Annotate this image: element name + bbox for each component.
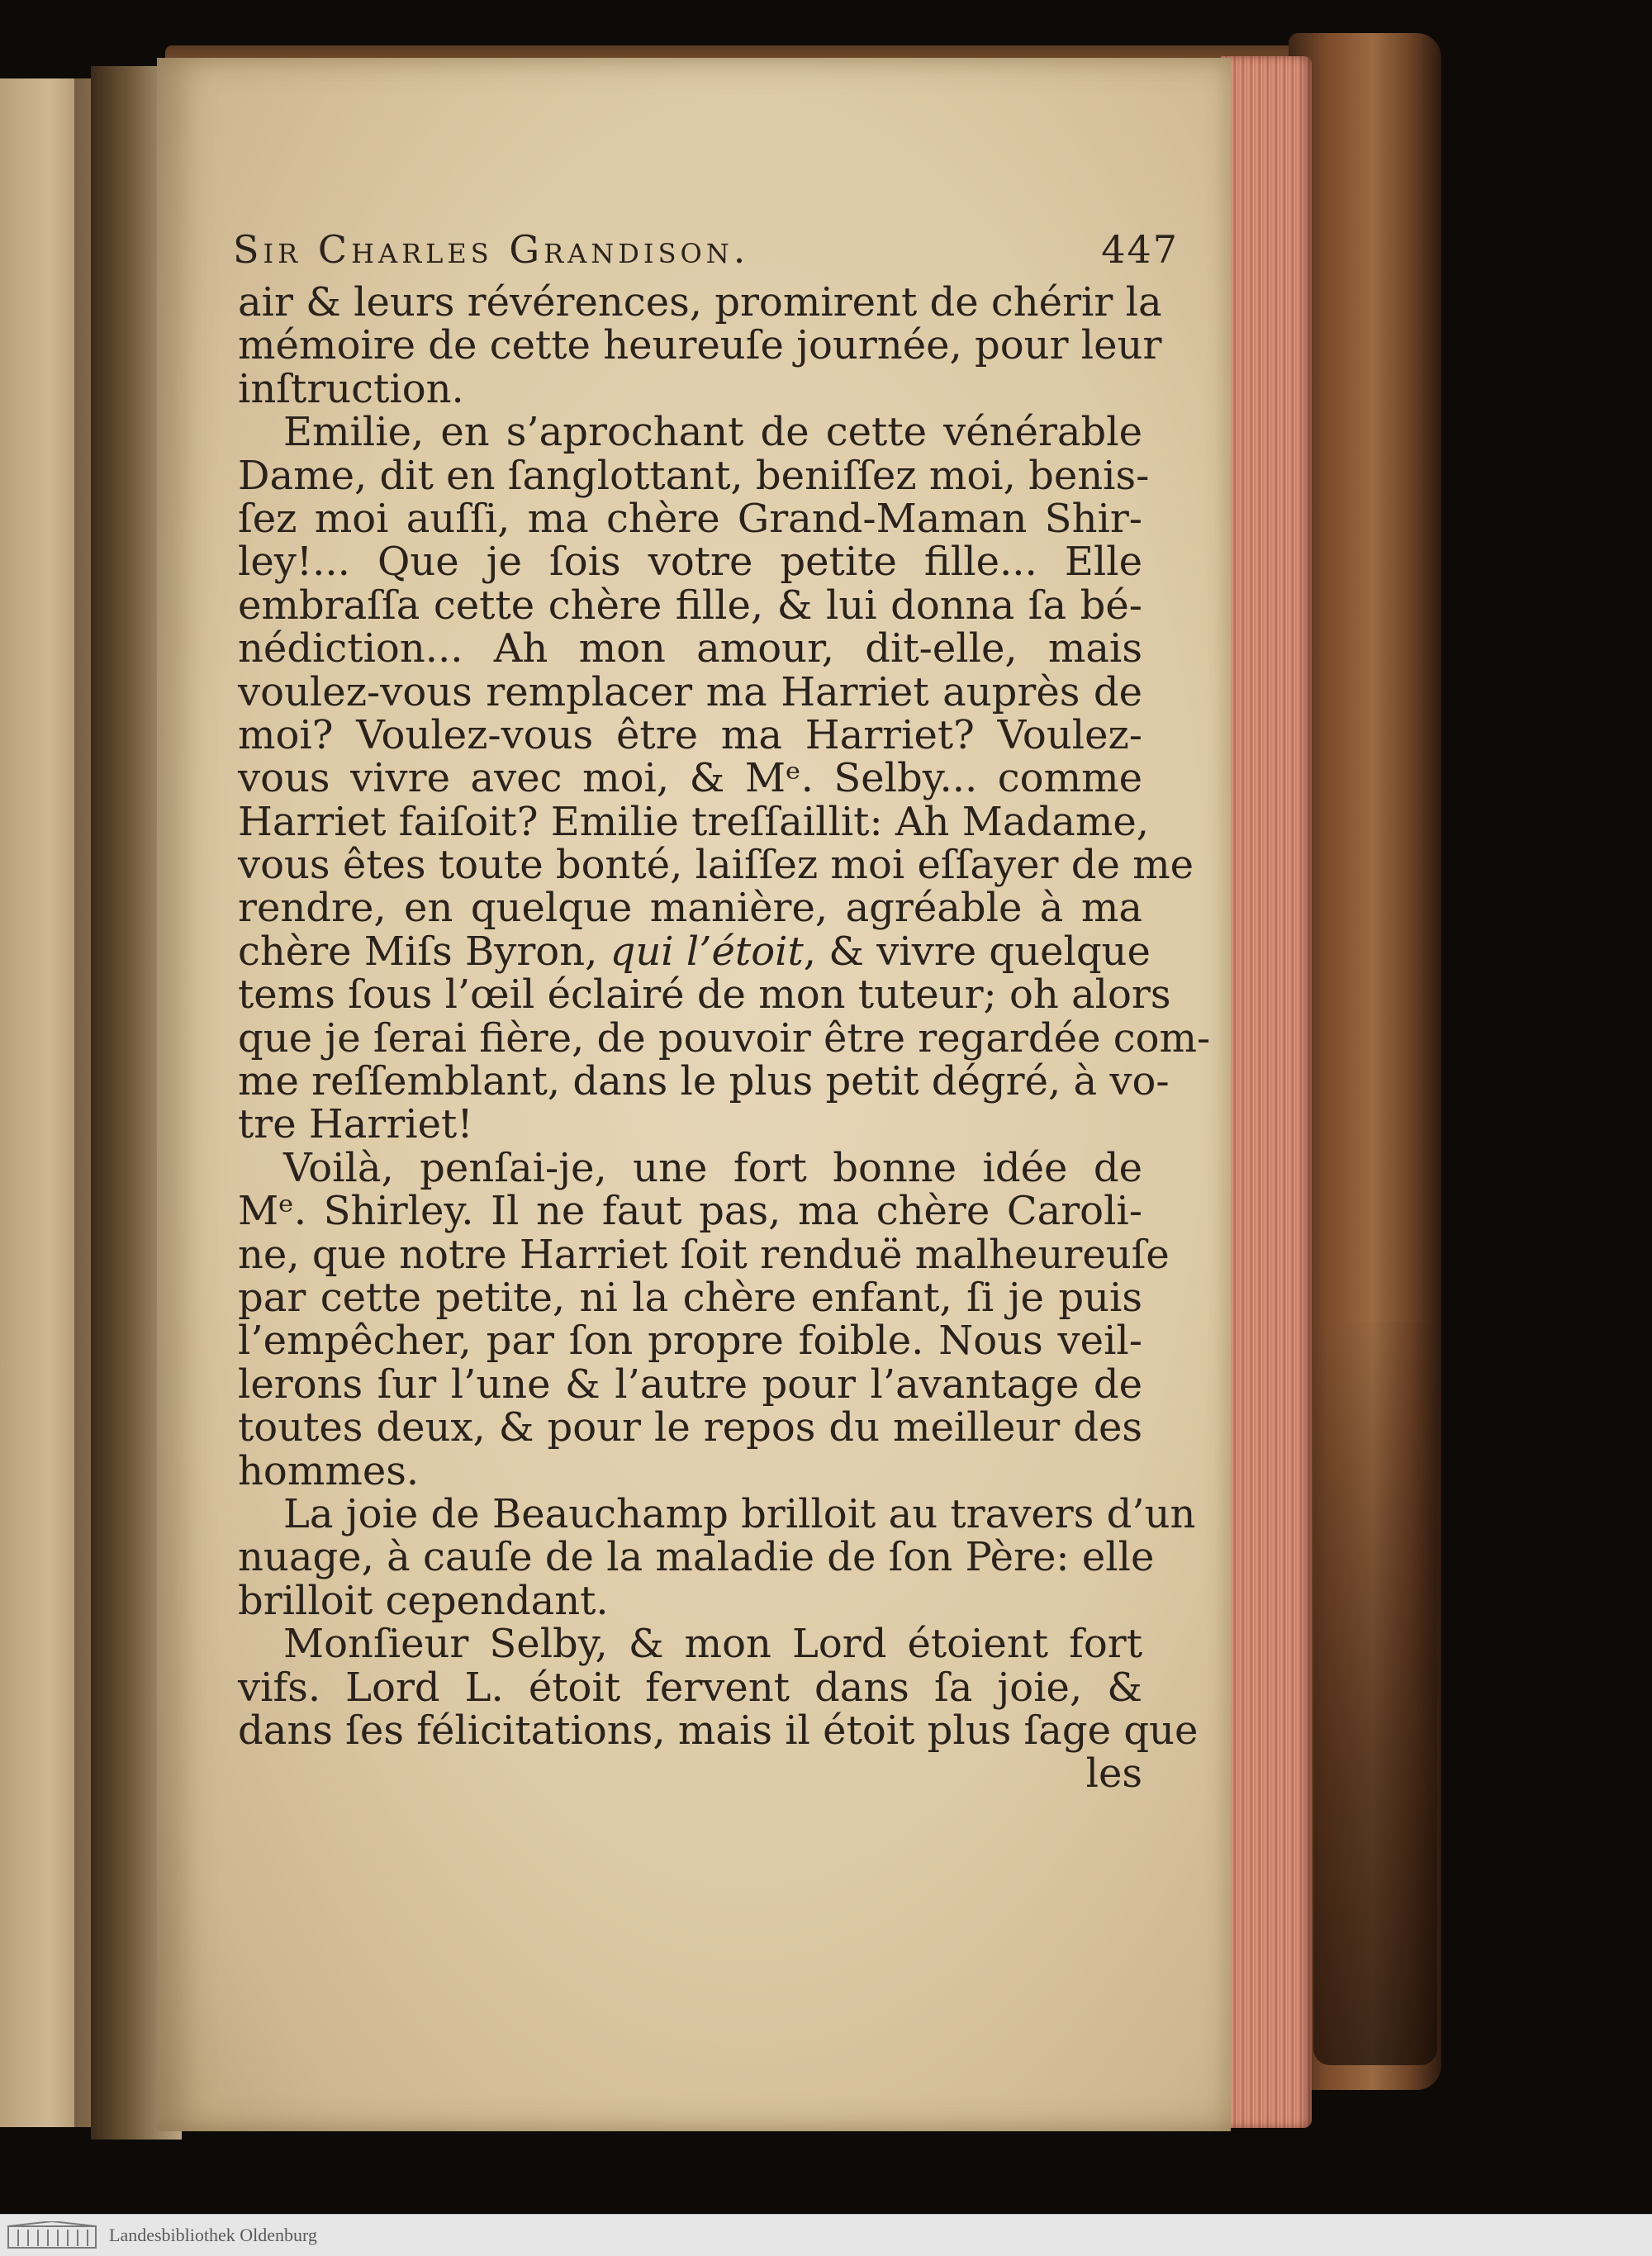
text-line: Mᵉ. Shirley. Il ne faut pas, ma chère Caroli- bbox=[238, 1188, 1142, 1235]
paragraph-first-line: La joie de Beauchamp brilloit au travers d’un bbox=[283, 1490, 1196, 1537]
text-line: embraſſa cette chère fille, & lui donna ſa bé- bbox=[238, 582, 1142, 629]
text-line: vous vivre avec moi, & Mᵉ. Selby... comme bbox=[238, 755, 1142, 802]
text-line: ley!... Que je ſois votre petite fille... Elle bbox=[238, 539, 1142, 586]
text-line: tre Harriet! bbox=[238, 1101, 473, 1148]
text-segment: chère Miſs Byron, bbox=[238, 928, 610, 975]
paragraph-first-line: Monſieur Selby, & mon Lord étoient fort bbox=[283, 1621, 1142, 1668]
text-line: dans ſes félicitations, mais il étoit plus ſage que bbox=[238, 1707, 1199, 1754]
text-line: brilloit cependant. bbox=[238, 1577, 609, 1624]
text-line: nuage, à cauſe de la maladie de ſon Père: elle bbox=[238, 1534, 1155, 1581]
text-line: Harriet faiſoit? Emilie treſſaillit: Ah Madame, bbox=[238, 798, 1150, 845]
text-line: par cette petite, ni la chère enfant, ſi je puis bbox=[238, 1274, 1142, 1321]
text-line: me reſſemblant, dans le plus petit dégré, à vo- bbox=[238, 1058, 1170, 1105]
text-line-with-italic bbox=[238, 928, 1151, 975]
library-building-icon bbox=[7, 2221, 97, 2249]
text-line: ne, que notre Harriet ſoit renduë malheureuſe bbox=[238, 1231, 1170, 1278]
text-line: vifs. Lord L. étoit fervent dans ſa joie, & bbox=[238, 1664, 1142, 1711]
verso-page-edge bbox=[0, 78, 93, 2127]
library-name: Landesbibliothek Oldenburg bbox=[109, 2225, 317, 2245]
body-text bbox=[238, 279, 1211, 1798]
text-line: l’empêcher, par ſon propre foible. Nous veil- bbox=[238, 1318, 1142, 1365]
text-line: nédiction... Ah mon amour, dit-elle, mais bbox=[238, 625, 1142, 672]
text-line: Dame, dit en ſanglottant, beniſſez moi, benis- bbox=[238, 452, 1150, 499]
text-line: moi? Voulez-vous être ma Harriet? Voulez- bbox=[238, 711, 1142, 758]
text-line: voulez-vous remplacer ma Harriet auprès de bbox=[238, 668, 1142, 715]
running-head bbox=[233, 227, 1179, 285]
italic-phrase: qui l’étoit bbox=[610, 928, 804, 975]
text-line: que je ſerai fière, de pouvoir être regardée com- bbox=[238, 1014, 1211, 1062]
text-segment: , & vivre quelque bbox=[803, 928, 1151, 975]
text-line: air & leurs révérences, promirent de chérir la bbox=[238, 279, 1162, 325]
catchword: les bbox=[1085, 1750, 1142, 1798]
text-line: toutes deux, & pour le repos du meilleur des bbox=[238, 1404, 1142, 1451]
text-line: vous êtes toute bonté, laiſſez moi eſſayer de me bbox=[238, 842, 1194, 889]
text-line: inſtruction. bbox=[238, 365, 464, 412]
text-line: tems ſous l’œil éclairé de mon tuteur; oh alors bbox=[238, 971, 1171, 1019]
paragraph-first-line: Voilà, penſai-je, une fort bonne idée de bbox=[283, 1144, 1142, 1191]
page-number: 447 bbox=[1101, 227, 1179, 272]
text-line: lerons ſur l’une & l’autre pour l’avantage de bbox=[238, 1361, 1142, 1408]
book-cover-shadow bbox=[1313, 1322, 1437, 2065]
text-line: mémoire de cette heureuſe journée, pour leur bbox=[238, 322, 1162, 369]
recto-page bbox=[157, 58, 1231, 2131]
page-fore-edges bbox=[1221, 56, 1312, 2128]
footer-bar bbox=[0, 2214, 1652, 2256]
text-line: ſez moi auſſi, ma chère Grand-Maman Shir- bbox=[238, 495, 1142, 542]
running-head-title: Sir Charles Grandison. bbox=[233, 227, 750, 272]
paragraph-first-line: Emilie, en s’aprochant de cette vénérable bbox=[283, 409, 1142, 456]
text-line: hommes. bbox=[238, 1447, 420, 1494]
text-line: rendre, en quelque manière, agréable à ma bbox=[238, 885, 1142, 932]
